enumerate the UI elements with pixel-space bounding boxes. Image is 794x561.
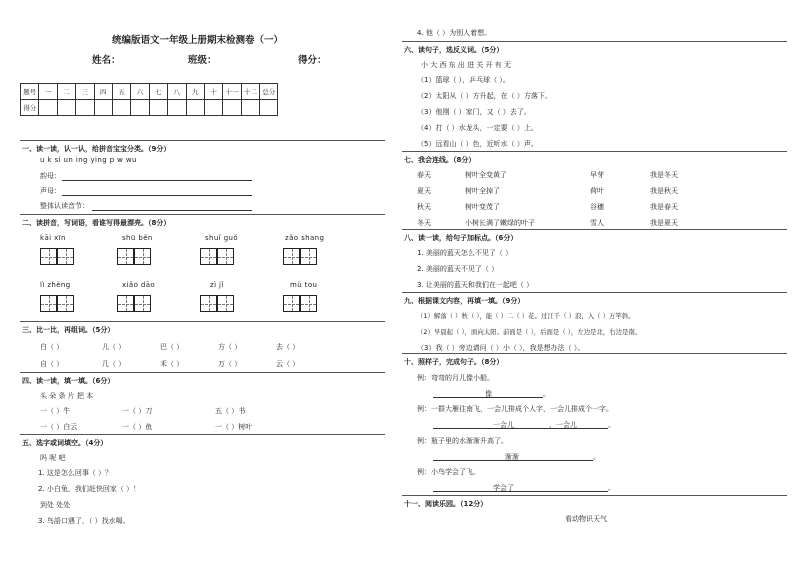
score-table-header-cell: 一 bbox=[39, 84, 57, 100]
score-table-header-cell: 四 bbox=[94, 84, 112, 100]
section-divider bbox=[402, 151, 787, 152]
fill-item: 一（ ）鱼 bbox=[122, 423, 153, 431]
match-item[interactable]: 我是秋天 bbox=[650, 187, 678, 195]
sentence: 3. 让美丽的蓝天和我们在一起吧（ ） bbox=[417, 281, 534, 289]
score-input-cell[interactable] bbox=[149, 100, 167, 116]
period-mark: 。 bbox=[543, 390, 550, 398]
question: 3. 鸟語口遇了，（ ）找水喝。 bbox=[38, 517, 130, 525]
sentence: （3）他刚（ ）家门，又（ ）去了。 bbox=[417, 108, 531, 116]
match-item[interactable]: 树叶变茂了 bbox=[465, 203, 500, 211]
reading-passage-title: 看动物识天气 bbox=[565, 515, 607, 523]
match-item[interactable]: 雪人 bbox=[590, 219, 604, 227]
pinyin-label: xiǎo dāo bbox=[122, 281, 156, 289]
section-7-title: 七、我会连线。（8分） bbox=[404, 156, 476, 164]
writing-box[interactable] bbox=[134, 248, 151, 265]
match-item[interactable]: 秋天 bbox=[417, 203, 431, 211]
section-1-title: 一、读一读，认一认，给拼音宝宝分类。（9分） bbox=[22, 145, 171, 153]
pinyin-label: lì zhèng bbox=[40, 281, 71, 289]
sentence: 1. 美丽的蓝天怎么不见了（ ） bbox=[417, 249, 513, 257]
section-4-title: 四、读一读，填一填。（6分） bbox=[22, 377, 115, 385]
match-item[interactable]: 小树长满了嫩绿的叶子 bbox=[465, 219, 535, 227]
match-item[interactable]: 早芽 bbox=[590, 171, 604, 179]
pinyin-label: shū běn bbox=[122, 234, 153, 242]
section-1-line-label: 声母： bbox=[40, 187, 61, 195]
answer-cue: ，一会儿 bbox=[549, 421, 577, 429]
match-item[interactable]: 冬天 bbox=[417, 219, 431, 227]
score-input-cell[interactable] bbox=[186, 100, 204, 116]
section-divider bbox=[20, 214, 385, 215]
answer-cue: 渐渐 bbox=[505, 453, 519, 461]
match-item[interactable]: 树叶全变黄了 bbox=[465, 171, 507, 179]
score-table bbox=[20, 83, 278, 116]
writing-box[interactable] bbox=[200, 295, 217, 312]
score-input-cell[interactable] bbox=[131, 100, 149, 116]
compare-item: 白（ ） bbox=[40, 343, 64, 351]
example: 例：瓶子里的水渐渐升高了。 bbox=[417, 437, 508, 445]
writing-box[interactable] bbox=[57, 295, 74, 312]
score-table-header-cell: 十二 bbox=[241, 84, 259, 100]
pinyin-label: kāi xīn bbox=[40, 234, 66, 242]
fill-item: 一（ ）白云 bbox=[40, 423, 78, 431]
example: 例：一群大雁往南飞，一会儿排成个人字，一会儿排成个一字。 bbox=[417, 405, 613, 413]
period-mark: 。 bbox=[608, 484, 615, 492]
sentence: （5）远看山（ ）色，近听水（ ）声。 bbox=[417, 140, 538, 148]
match-item[interactable]: 荷叶 bbox=[590, 187, 604, 195]
answer-line[interactable] bbox=[62, 180, 252, 181]
pinyin-label: zǎo shang bbox=[285, 234, 325, 242]
section-divider bbox=[402, 41, 787, 42]
section-divider bbox=[402, 292, 787, 293]
score-table-header-cell: 六 bbox=[131, 84, 149, 100]
answer-line[interactable] bbox=[62, 195, 252, 196]
compare-item: 万（ ） bbox=[218, 360, 242, 368]
page-title: 统编版语文一年级上册期末检测卷（一） bbox=[112, 35, 284, 46]
section-10-title: 十、照样子，完成句子。（8分） bbox=[404, 358, 504, 366]
match-item[interactable]: 夏天 bbox=[417, 187, 431, 195]
antonym-options: 小 大 西 东 出 进 关 开 有 无 bbox=[421, 61, 512, 69]
score-table-header-row bbox=[21, 84, 278, 100]
writing-box[interactable] bbox=[40, 295, 57, 312]
section-11-title: 十一、阅读乐园。（12分） bbox=[404, 500, 488, 508]
section-divider bbox=[402, 495, 787, 496]
writing-box[interactable] bbox=[117, 295, 134, 312]
example: 例：小鸟学会了飞。 bbox=[417, 468, 480, 476]
section-1-line-label: 韵母： bbox=[40, 172, 61, 180]
score-input-cell[interactable] bbox=[57, 100, 75, 116]
score-input-cell[interactable] bbox=[39, 100, 57, 116]
question: 1. 这是怎么回事（ ）？ bbox=[38, 469, 113, 477]
writing-box[interactable] bbox=[217, 295, 234, 312]
writing-box[interactable] bbox=[283, 248, 300, 265]
section-9-title: 九、根据课文内容，再填一填。（9分） bbox=[404, 297, 525, 305]
match-item[interactable]: 树叶全掉了 bbox=[465, 187, 500, 195]
compare-item: 云（ ） bbox=[276, 360, 300, 368]
writing-box[interactable] bbox=[283, 295, 300, 312]
name-label: 姓名： bbox=[92, 55, 121, 66]
writing-box[interactable] bbox=[300, 248, 317, 265]
score-input-cell[interactable] bbox=[168, 100, 186, 116]
score-table-header-cell: 十一 bbox=[223, 84, 241, 100]
section-divider bbox=[20, 321, 385, 322]
section-6-title: 六、读句子，选反义词。（5分） bbox=[404, 46, 504, 54]
score-table-score-row bbox=[21, 100, 278, 116]
section-1-pinyin: u k si un ing ying p w wu bbox=[40, 156, 137, 164]
compare-item: 儿（ ） bbox=[102, 343, 126, 351]
word-options: 吗 呢 吧 bbox=[40, 454, 66, 462]
fill-item: 五（ ）书 bbox=[215, 407, 246, 415]
section-5-title: 五、选字或词填空。（4分） bbox=[22, 439, 108, 447]
writing-box[interactable] bbox=[134, 295, 151, 312]
question: 4. 他（ ）为别人着想。 bbox=[417, 29, 492, 37]
measure-word-options: 头 朵 条 片 把 本 bbox=[40, 392, 94, 400]
score-input-cell[interactable] bbox=[76, 100, 94, 116]
score-table-header-cell: 题号 bbox=[21, 84, 39, 100]
writing-box[interactable] bbox=[200, 248, 217, 265]
class-label: 班级： bbox=[188, 55, 217, 66]
compare-item: 方（ ） bbox=[218, 343, 242, 351]
writing-box[interactable] bbox=[300, 295, 317, 312]
score-table-header-cell: 三 bbox=[76, 84, 94, 100]
word-options: 到处 处处 bbox=[40, 501, 71, 509]
match-item[interactable]: 我是春天 bbox=[650, 203, 678, 211]
section-divider bbox=[20, 434, 385, 435]
section-divider bbox=[402, 353, 787, 354]
fill-item: 一（ ）刀 bbox=[122, 407, 153, 415]
answer-cue: 一会儿 bbox=[493, 421, 514, 429]
fill-item: 一（ ）牛 bbox=[40, 407, 71, 415]
score-table-header-cell: 十 bbox=[204, 84, 222, 100]
section-divider bbox=[20, 372, 385, 373]
writing-box[interactable] bbox=[57, 248, 74, 265]
match-item[interactable]: 谷穗 bbox=[590, 203, 604, 211]
writing-box[interactable] bbox=[217, 248, 234, 265]
score-table-header-cell: 九 bbox=[186, 84, 204, 100]
compare-item: 几（ ） bbox=[102, 360, 126, 368]
sentence: （2）早晨起（ ），面向太阳。前面是（ ），后面是（ ），左边是北，右边是南。 bbox=[417, 328, 642, 336]
answer-line[interactable] bbox=[92, 210, 252, 211]
score-input-cell[interactable] bbox=[112, 100, 130, 116]
score-input-cell[interactable] bbox=[241, 100, 259, 116]
sentence: （2）太阳从（ ）方升起，在（ ）方落下。 bbox=[417, 92, 552, 100]
score-input-cell[interactable] bbox=[94, 100, 112, 116]
pinyin-label: shuǐ guǒ bbox=[205, 234, 239, 242]
score-input-cell[interactable] bbox=[260, 100, 278, 116]
writing-box[interactable] bbox=[40, 248, 57, 265]
pinyin-label: mù tou bbox=[290, 281, 318, 289]
score-table-header-cell: 八 bbox=[168, 84, 186, 100]
answer-line[interactable] bbox=[433, 491, 608, 492]
compare-item: 巴（ ） bbox=[160, 343, 184, 351]
section-divider bbox=[20, 140, 385, 141]
score-label: 得分： bbox=[298, 55, 327, 66]
match-item[interactable]: 我是冬天 bbox=[650, 171, 678, 179]
sentence: （1）解落（ ）秋（ ），能（ ）二（ ）花。过江千（ ）浪，入（ ）万竿斜。 bbox=[417, 312, 635, 320]
question: 2. 小白兔，我们赶快回家（ ）！ bbox=[38, 485, 141, 493]
pinyin-label: zì jǐ bbox=[210, 281, 224, 289]
match-item[interactable]: 春天 bbox=[417, 171, 431, 179]
period-mark: 。 bbox=[608, 421, 615, 429]
section-8-title: 八、读一读，给句子加标点。（6分） bbox=[404, 234, 518, 242]
sentence: （3）我（ ）旁边请问（ ）小（ ），我是想办法（ ）。 bbox=[417, 344, 585, 352]
compare-item: 禾（ ） bbox=[160, 360, 184, 368]
section-2-title: 二、读拼音，写词语，看谁写得最漂亮。（8分） bbox=[22, 219, 171, 227]
sentence: （4）打（ ）水龙头，一定要（ ）上。 bbox=[417, 124, 538, 132]
sentence: （1）篮球（ ），乒乓球（ ）。 bbox=[417, 76, 510, 84]
example: 例：弯弯的月儿像小船。 bbox=[417, 374, 494, 382]
score-table-header-cell: 二 bbox=[57, 84, 75, 100]
score-table-header-cell: 七 bbox=[149, 84, 167, 100]
compare-item: 去（ ） bbox=[276, 343, 300, 351]
score-table-row-label: 得分 bbox=[21, 100, 39, 116]
answer-line[interactable] bbox=[433, 428, 608, 429]
section-1-line-label: 整体认读音节： bbox=[40, 202, 89, 210]
answer-cue: 学会了 bbox=[493, 484, 514, 492]
compare-item: 自（ ） bbox=[40, 360, 64, 368]
score-table-header-cell: 总分 bbox=[260, 84, 278, 100]
score-input-cell[interactable] bbox=[223, 100, 241, 116]
section-divider bbox=[402, 229, 787, 230]
answer-cue: 像 bbox=[485, 390, 492, 398]
sentence: 2. 美丽的蓝天不见了（ ） bbox=[417, 265, 499, 273]
score-table-header-cell: 五 bbox=[112, 84, 130, 100]
period-mark: 。 bbox=[593, 453, 600, 461]
fill-item: 一（ ）树叶 bbox=[215, 423, 253, 431]
score-input-cell[interactable] bbox=[204, 100, 222, 116]
writing-box[interactable] bbox=[117, 248, 134, 265]
match-item[interactable]: 我是夏天 bbox=[650, 219, 678, 227]
section-3-title: 三、比一比，再组词。（5分） bbox=[22, 326, 115, 334]
